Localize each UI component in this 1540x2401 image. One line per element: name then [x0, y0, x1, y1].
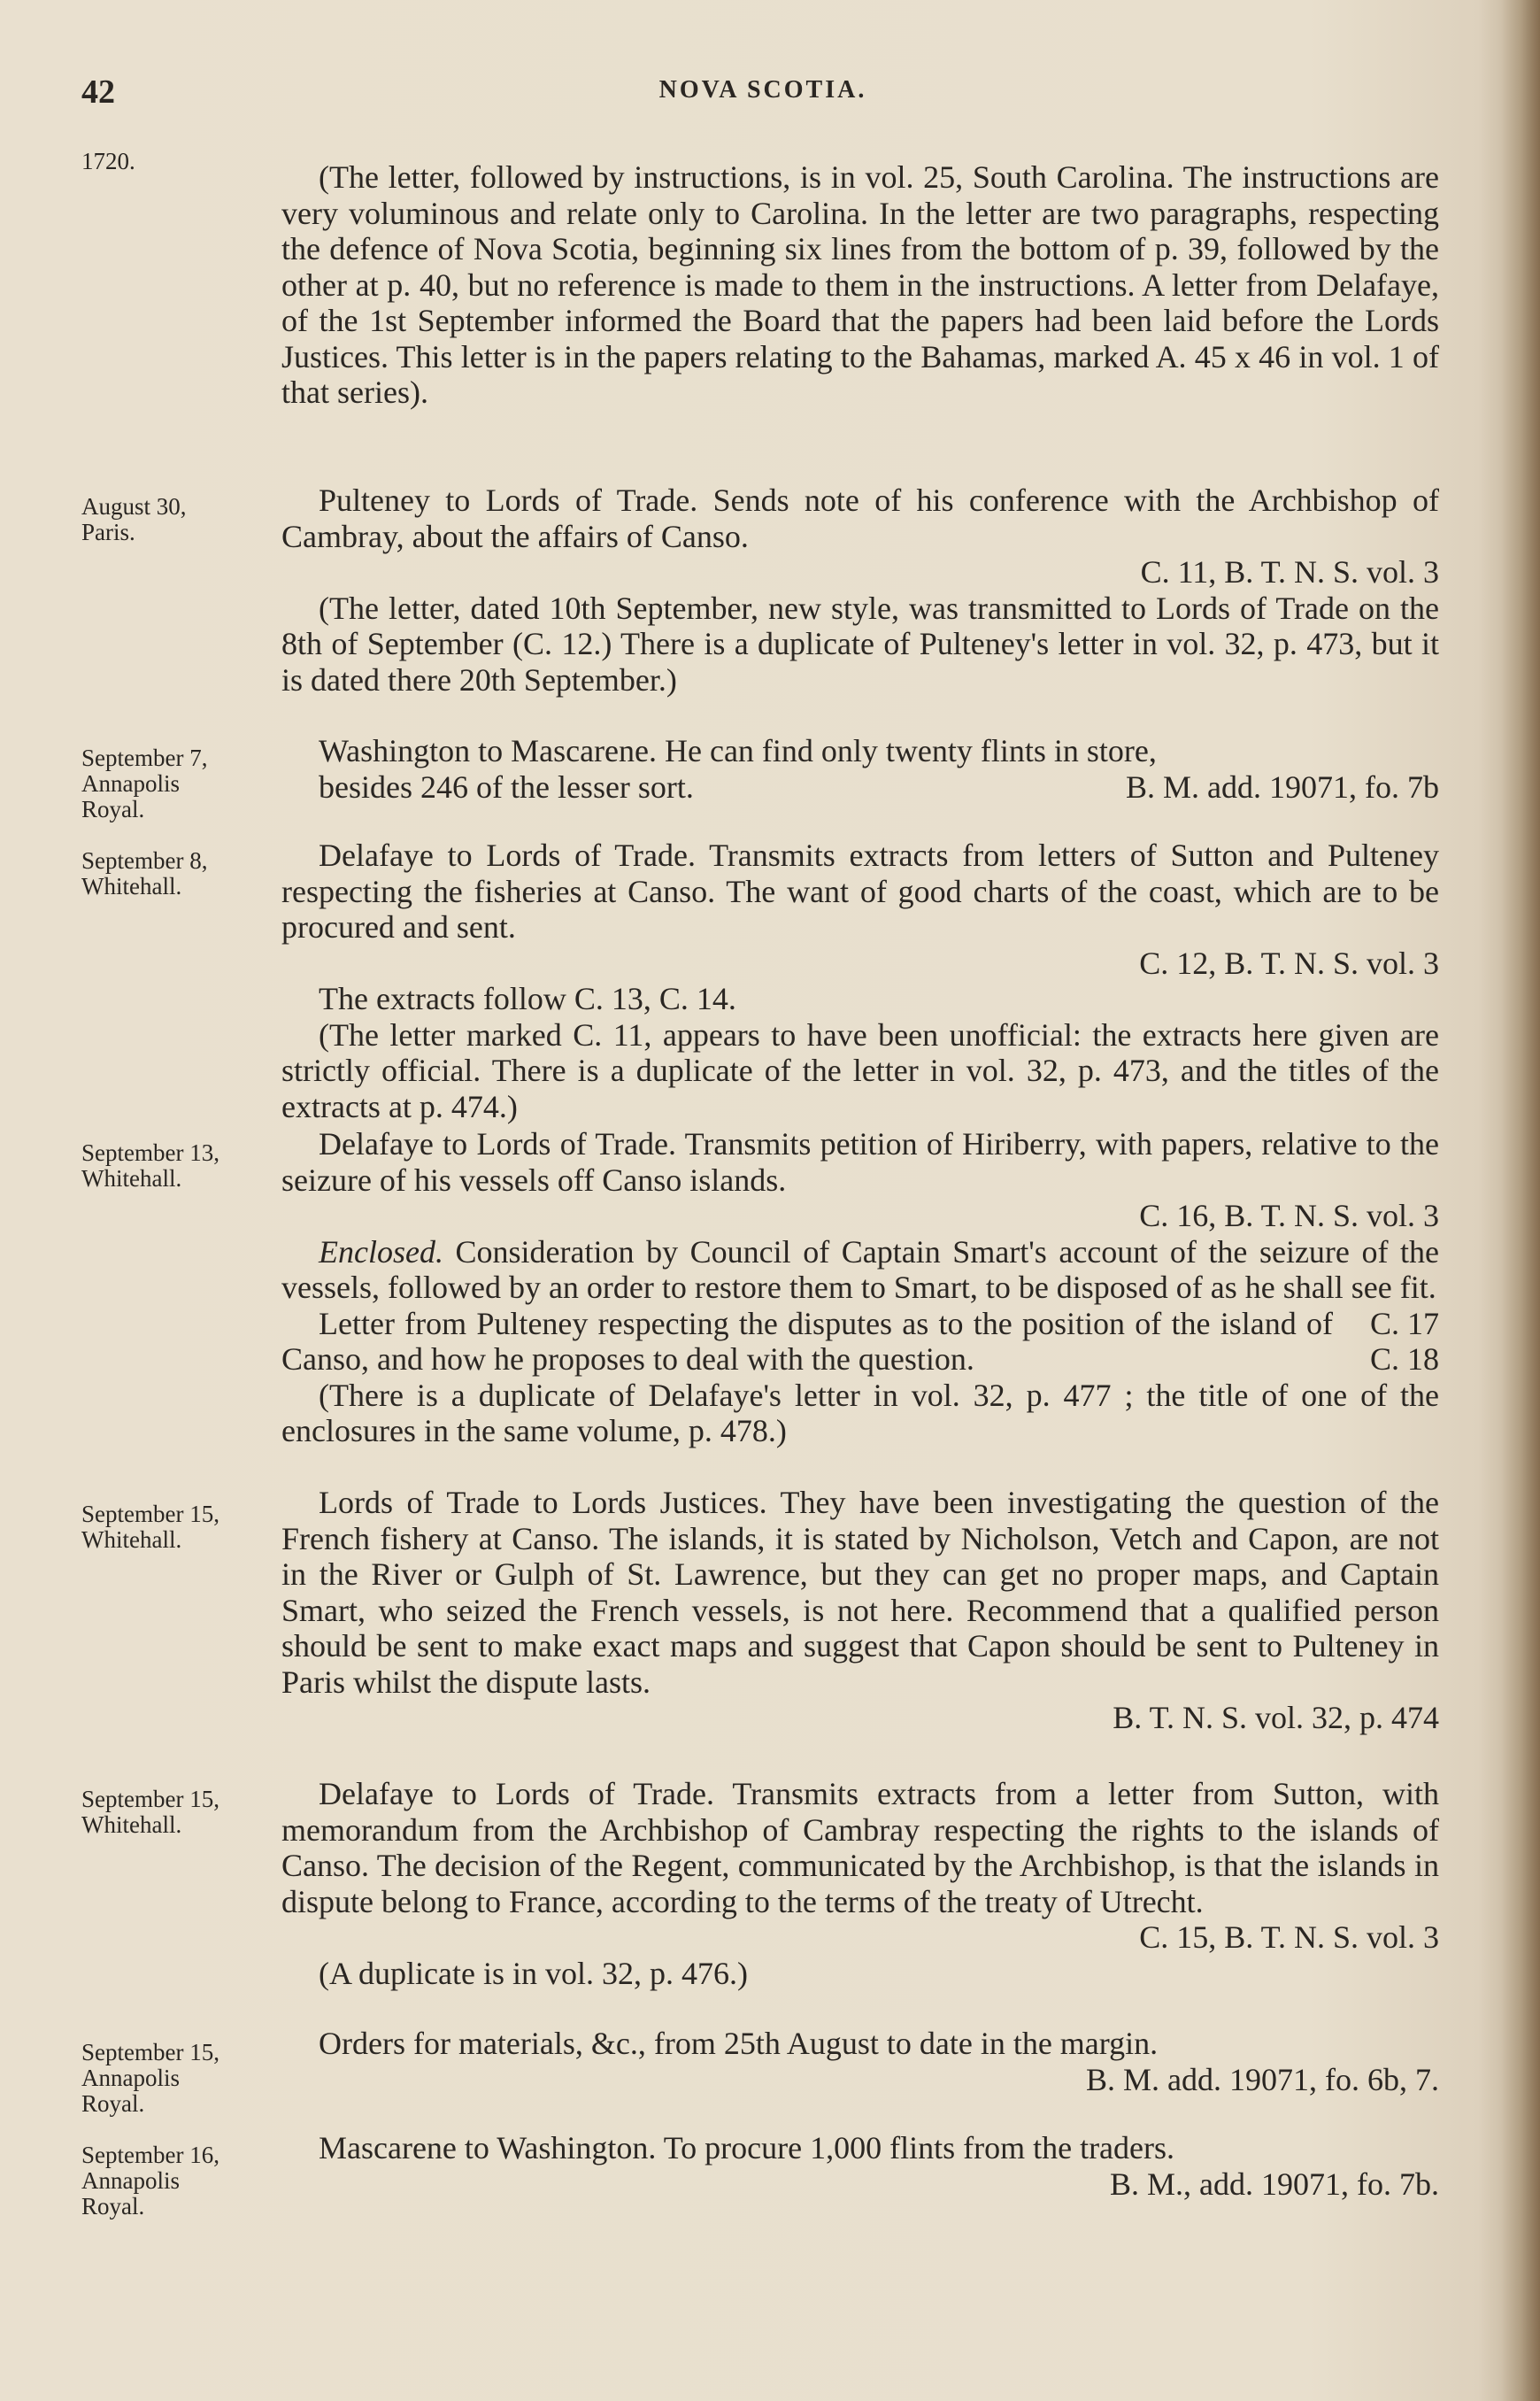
entry-block — [281, 1485, 1439, 1736]
margin-date: September 7, Annapolis Royal. — [81, 745, 208, 822]
enclosed-text: Consideration by Council of Captain Smart's account of the seizure of the vessels, followed by an order to restore them to Smart, to be disposed of as he shall see fit. — [281, 1233, 1439, 1305]
margin-date: September 15, Whitehall. — [81, 1786, 219, 1838]
entry-block — [281, 1126, 1439, 1449]
archive-reference: C. 12, B. T. N. S. vol. 3 — [1139, 945, 1439, 981]
margin-date: September 8, Whitehall. — [81, 847, 208, 899]
entry-paragraph: Washington to Mascarene. He can find only twenty flints in store, — [319, 733, 1157, 768]
archive-reference: C. 17 — [1369, 1305, 1439, 1341]
entry-block — [281, 2130, 1439, 2202]
enclosed-label: Enclosed. — [319, 1233, 443, 1270]
entry-paragraph: Delafaye to Lords of Trade. Transmits extracts from letters of Sutton and Pulteney respecting the fisheries at Canso. The want of good charts of the coast, which are to be procured and sent. — [281, 838, 1439, 945]
entry-block — [281, 159, 1439, 411]
archive-reference: B. T. N. S. vol. 32, p. 474 — [1113, 1700, 1439, 1735]
archive-reference: B. M. add. 19071, fo. 7b — [1126, 768, 1439, 805]
entry-note: (The letter, dated 10th September, new style, was transmitted to Lords of Trade on the 8th of September (C. 12.) There is a duplicate of Pulteney's letter in vol. 32, p. 473, but it is dated there 20th September.) — [281, 590, 1439, 698]
entry-paragraph: Delafaye to Lords of Trade. Transmits extracts from a letter from Sutton, with memorandum from the Archbishop of Cambray respecting the rights to the islands of Canso. The decision of the Regent, communicated by the Archbishop, is that the islands in dispute belong to France, according to the terms of the treaty of Utrecht. — [281, 1776, 1439, 1919]
margin-date: August 30, Paris. — [81, 493, 187, 545]
entry-note: The extracts follow C. 13, C. 14. — [319, 981, 736, 1016]
margin-date: September 15, Annapolis Royal. — [81, 2039, 219, 2117]
archive-reference: C. 15, B. T. N. S. vol. 3 — [1139, 1919, 1439, 1955]
entry-note: (There is a duplicate of Delafaye's letter in vol. 32, p. 477 ; the title of one of the enclosures in the same volume, p. 478.) — [281, 1377, 1439, 1448]
page-number: 42 — [81, 73, 115, 111]
entry-note: (The letter marked C. 11, appears to have been unofficial: the extracts here given are strictly official. There is a duplicate of the letter in vol. 32, p. 473, and the titles of the extracts at p. 474.) — [281, 1016, 1439, 1124]
entry-block — [281, 838, 1439, 1124]
running-title: NOVA SCOTIA. — [658, 76, 867, 104]
archive-reference: C. 11, B. T. N. S. vol. 3 — [1140, 554, 1439, 590]
archive-reference: C. 18 — [1369, 1341, 1439, 1377]
letter-text: Letter from Pulteney respecting the disputes as to the position of the island of Canso, and how he proposes to deal with the question. — [281, 1305, 1333, 1377]
entry-block — [281, 483, 1439, 698]
entry-block — [281, 1776, 1439, 1991]
entry-block — [281, 2026, 1439, 2097]
entry-note: (A duplicate is in vol. 32, p. 476.) — [319, 1955, 748, 1991]
archive-reference: B. M. add. 19071, fo. 6b, 7. — [1086, 2061, 1439, 2097]
entry-paragraph: Pulteney to Lords of Trade. Sends note of his conference with the Archbishop of Cambray, about the affairs of Canso. — [281, 483, 1439, 554]
margin-date: September 15, Whitehall. — [81, 1501, 219, 1553]
archive-reference: C. 16, B. T. N. S. vol. 3 — [1139, 1198, 1439, 1233]
margin-date: September 16, Annapolis Royal. — [81, 2142, 219, 2220]
entry-block — [281, 733, 1439, 805]
entry-line-with-ref — [281, 769, 1439, 806]
entry-text: besides 246 of the lesser sort. — [319, 768, 694, 805]
entry-paragraph: Orders for materials, &c., from 25th August to date in the margin. — [319, 2026, 1159, 2061]
archive-reference: B. M., add. 19071, fo. 7b. — [1110, 2166, 1439, 2202]
letter-paragraph — [281, 1306, 1439, 1378]
entry-paragraph: Delafaye to Lords of Trade. Transmits petition of Hiriberry, with papers, relative to the seizure of his vessels off Canso islands. — [281, 1126, 1439, 1198]
entry-paragraph: (The letter, followed by instructions, is in vol. 25, South Carolina. The instructions are very voluminous and relate only to Carolina. In the letter are two paragraphs, respecting the defence of Nova Scotia, beginning six lines from the bottom of p. 39, followed by the other at p. 40, but no reference is made to them in the instructions. A letter from Delafaye, of the 1st September informed the Board that the papers had been laid before the Lords Justices. This letter is in the papers relating to the Bahamas, marked A. 45 x 46 in vol. 1 of that series). — [281, 159, 1439, 410]
entry-paragraph: Mascarene to Washington. To procure 1,000 flints from the traders. — [319, 2130, 1175, 2166]
margin-date: September 13, Whitehall. — [81, 1139, 219, 1192]
margin-date: 1720. — [81, 148, 135, 174]
entry-paragraph: Lords of Trade to Lords Justices. They have been investigating the question of the French fishery at Canso. The islands, it is stated by Nicholson, Vetch and Capon, are not in the River or Gulph of St. Lawrence, but they can get no proper maps, and Captain Smart, who seized the French vessels, is not here. Recommend that a qualified person should be sent to make exact maps and suggest that Capon should be sent to Pulteney in Paris whilst the dispute lasts. — [281, 1485, 1439, 1700]
